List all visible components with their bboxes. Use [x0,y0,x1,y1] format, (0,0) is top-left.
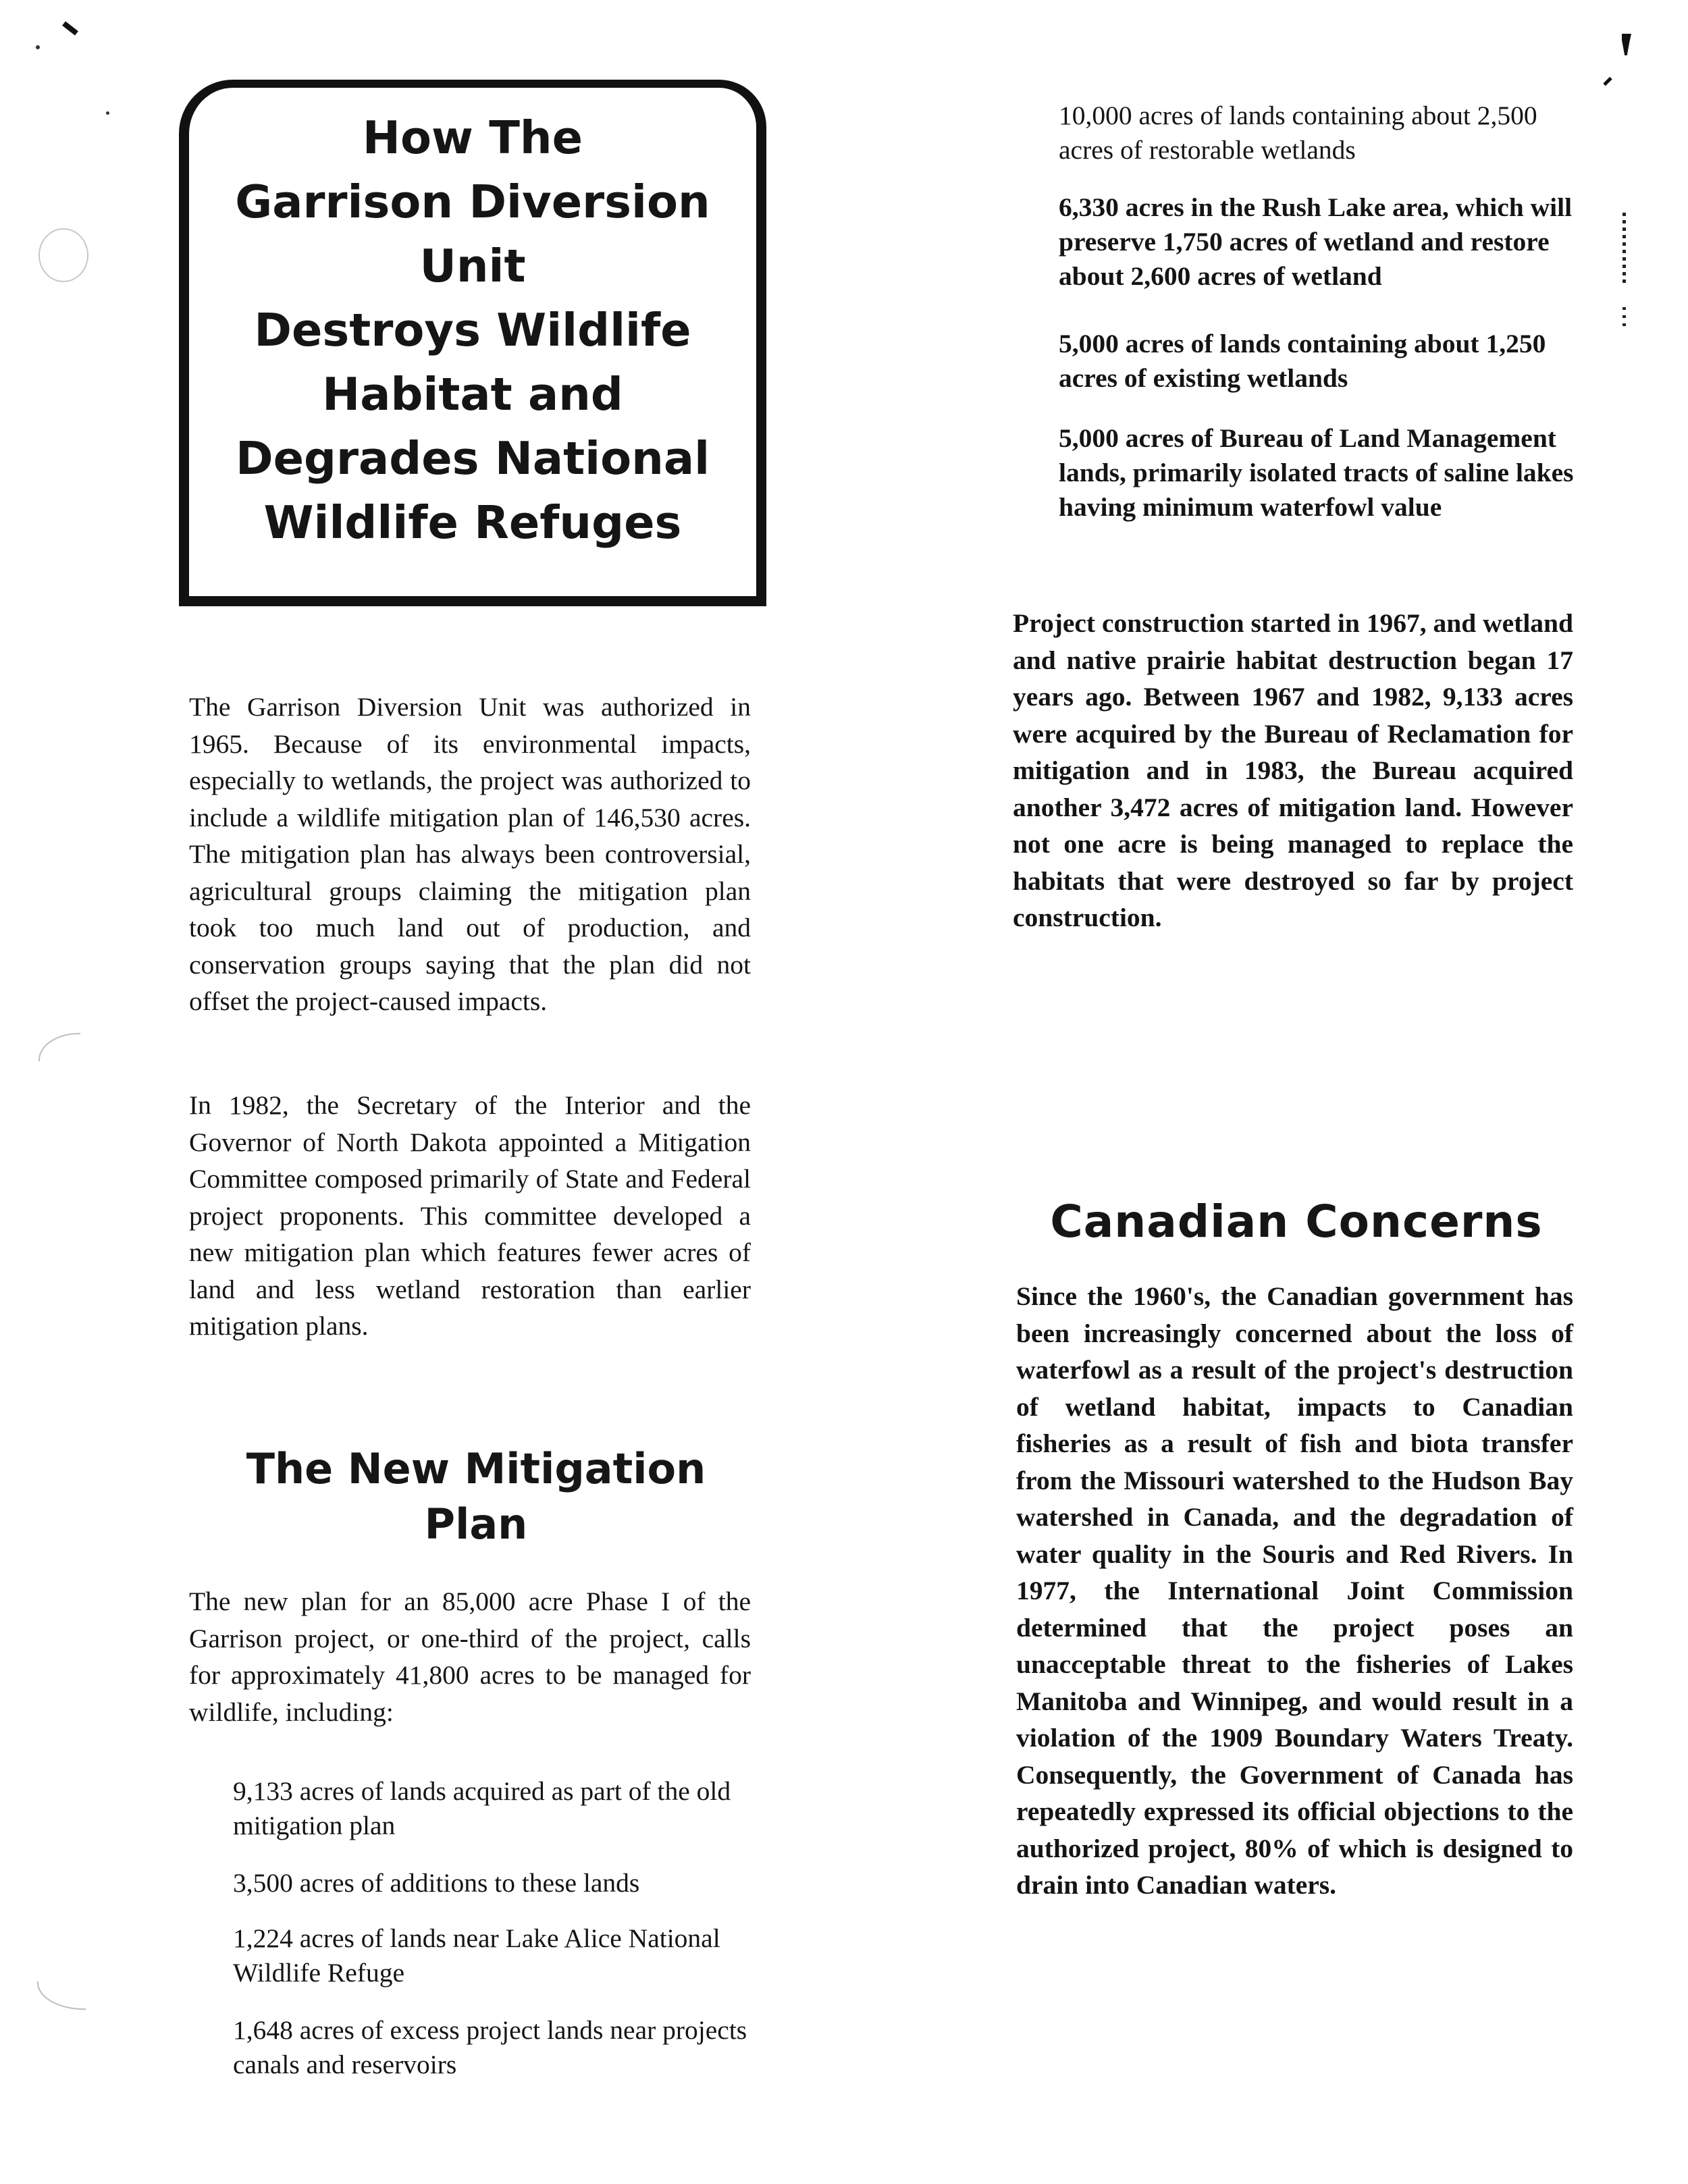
list-item: 1,224 acres of lands near Lake Alice National Wildlife Refuge [233,1923,720,1988]
intro-paragraph-authorization: The Garrison Diversion Unit was authorized in 1965. Because of its environmental impacts, especially to wetlands, the project was authorized to include a wildlife mitigation plan of 146,530 acres. The mitigation plan has always been controversial, agricultural groups claiming the mitigation plan took too much land out of production, and conservation groups saying that the plan did not offset the project-caused impacts. [189,692,751,1016]
section-heading-canadian-concerns: Canadian Concerns [1050,1196,1543,1248]
scan-speck [36,45,40,49]
list-item: 1,648 acres of excess project lands near projects canals and reservoirs [233,2015,747,2079]
punch-hole-mark [38,1033,80,1061]
list-item: 5,000 acres of Bureau of Land Management lands, primarily isolated tracts of saline lakes having minimum waterfowl value [1059,423,1574,522]
punch-hole-mark [37,1981,86,2010]
title-line: How The [362,111,583,164]
construction-paragraph: Project construction started in 1967, and wetland and native prairie habitat destruction began 17 years ago. Between 1967 and 1982, 9,133 acres were acquired by the Bureau of Reclamation for mitigation and in 1983, the Bureau acquired another 3,472 acres of mitigation land. However not one acre is being managed to replace the habitats that were destroyed so far by project construction. [1013,608,1573,932]
title-line: Unit [419,240,526,292]
scan-speck [1623,307,1626,327]
list-item: 3,500 acres of additions to these lands [233,1868,640,1898]
scan-speck [62,21,78,35]
title-line: Destroys Wildlife [254,304,691,356]
list-item: 9,133 acres of lands acquired as part of the old mitigation plan [233,1776,731,1840]
scan-speck [106,111,109,115]
title-line: Wildlife Refuges [263,496,682,549]
intro-paragraph-mitigation-committee: In 1982, the Secretary of the Interior and the Governor of North Dakota appointed a Mitigation Committee composed primarily of State and Federal project proponents. This committee developed a new mitigation plan which features fewer acres of land and less wetland restoration than earlier mitigation plans. [189,1090,751,1341]
section-heading-new-mitigation-plan: The New Mitigation Plan [246,1444,706,1549]
page-title [235,106,710,578]
list-item: 10,000 acres of lands containing about 2,500 acres of restorable wetlands [1059,101,1537,165]
scan-speck [1623,213,1626,287]
title-line: Degrades National [235,432,710,485]
list-item: 6,330 acres in the Rush Lake area, which will preserve 1,750 acres of wetland and restore about 2,600 acres of wetland [1059,192,1573,291]
punch-hole-mark [38,228,88,282]
title-line: Garrison Diversion [235,176,710,228]
title-line: Habitat and [322,368,623,421]
title-box [179,80,766,606]
scan-speck [1622,34,1631,55]
canadian-concerns-paragraph: Since the 1960's, the Canadian government has been increasingly concerned about the loss of waterfowl as a result of the project's destruction of wetland habitat, impacts to Canadian fisheries as a result of fish and biota transfer from the Missouri watershed to the Hudson Bay watershed in Canada, and the degradation of water quality in the Souris and Red Rivers. In 1977, the International Joint Commission determined that the project poses an unacceptable threat to the fisheries of Lakes Manitoba and Winnipeg, and would result in a violation of the 1909 Boundary Waters Treaty. Consequently, the Government of Canada has repeatedly expressed its official objections to the authorized project, 80% of which is designed to drain into Canadian waters. [1016,1281,1573,1900]
scan-speck [1603,77,1612,86]
list-item: 5,000 acres of lands containing about 1,250 acres of existing wetlands [1059,329,1546,393]
new-plan-paragraph: The new plan for an 85,000 acre Phase I of the Garrison project, or one-third of the project, calls for approximately 41,800 acres to be managed for wildlife, including: [189,1587,751,1727]
